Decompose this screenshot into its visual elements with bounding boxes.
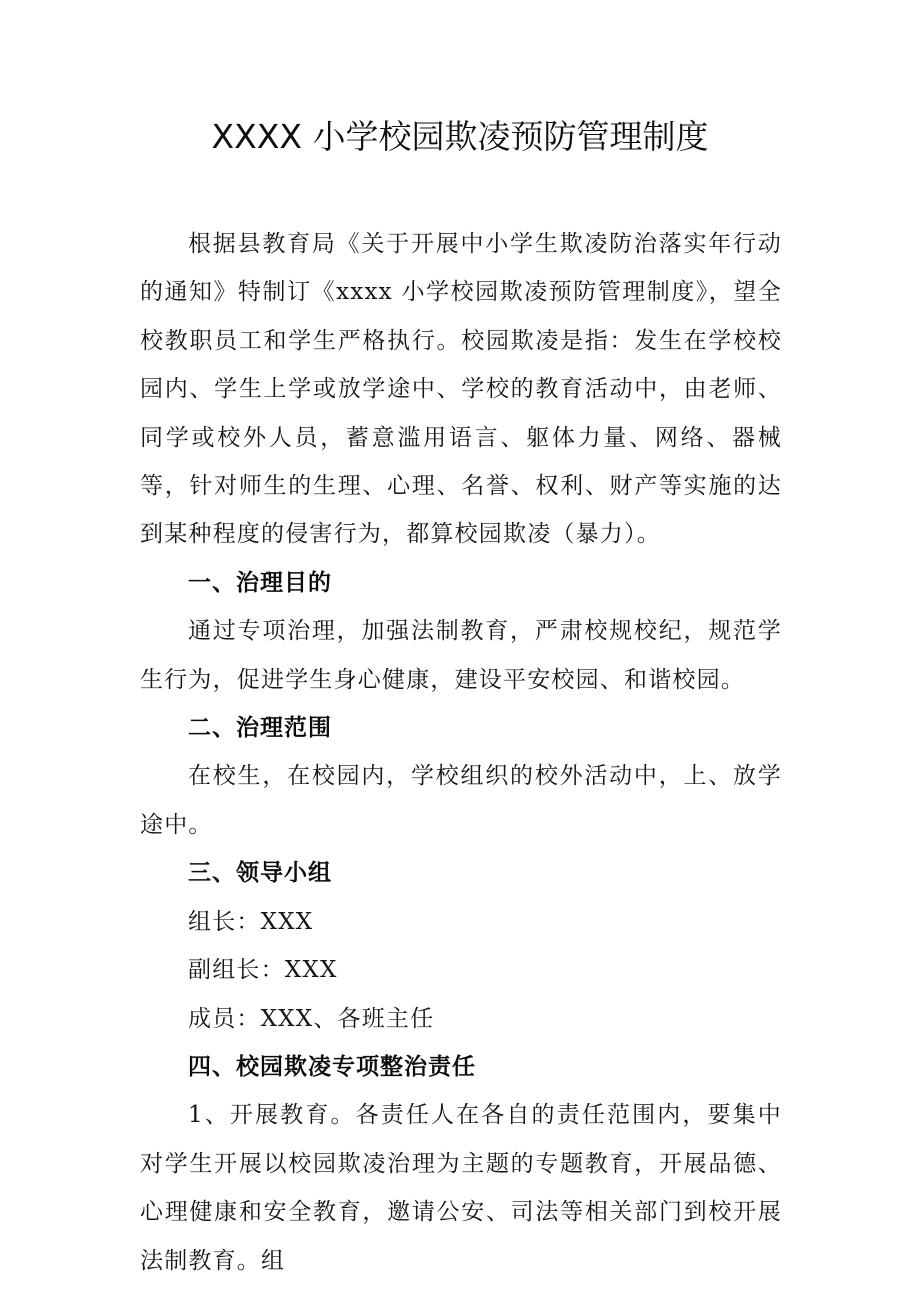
deputy-leader-line: 副组长：XXX	[188, 957, 338, 984]
document-body	[140, 220, 782, 1285]
section-heading-scope: 二、治理范围	[188, 715, 332, 742]
document-title: XXXX 小学校园欺凌预防管理制度	[211, 117, 709, 156]
members-line: 成员：XXX、各班主任	[188, 1005, 435, 1032]
section-heading-purpose: 一、治理目的	[188, 569, 332, 596]
scope-paragraph: 在校生，在校园内，学校组织的校外活动中，上、放学途中。	[140, 763, 782, 838]
responsibility-item-1: 1、开展教育。各责任人在各自的责任范围内，要集中对学生开展以校园欺凌治理为主题的专题教育，开展品德、心理健康和安全教育，邀请公安、司法等相关部门到校开展法制教育。组	[140, 1102, 782, 1274]
leader-line: 组长：XXX	[188, 908, 314, 935]
section-heading-leadership: 三、领导小组	[188, 860, 332, 887]
intro-paragraph: 根据县教育局《关于开展中小学生欺凌防治落实年行动的通知》特制订《xxxx 小学校园欺凌预防管理制度》，望全校教职员工和学生严格执行。校园欺凌是指：发生在学校校园内、学生上学或放学途中、学校的教育活动中，由老师、同学或校外人员，蓄意滥用语言、躯体力量、网络、器械等，针对师生的生理、心理、名誉、权利、财产等实施的达到某种程度的侵害行为，都算校园欺凌（暴力）。	[140, 231, 782, 548]
section-heading-responsibility: 四、校园欺凌专项整治责任	[188, 1053, 476, 1080]
purpose-paragraph: 通过专项治理，加强法制教育，严肃校规校纪，规范学生行为，促进学生身心健康，建设平安校园、和谐校园。	[140, 618, 782, 693]
